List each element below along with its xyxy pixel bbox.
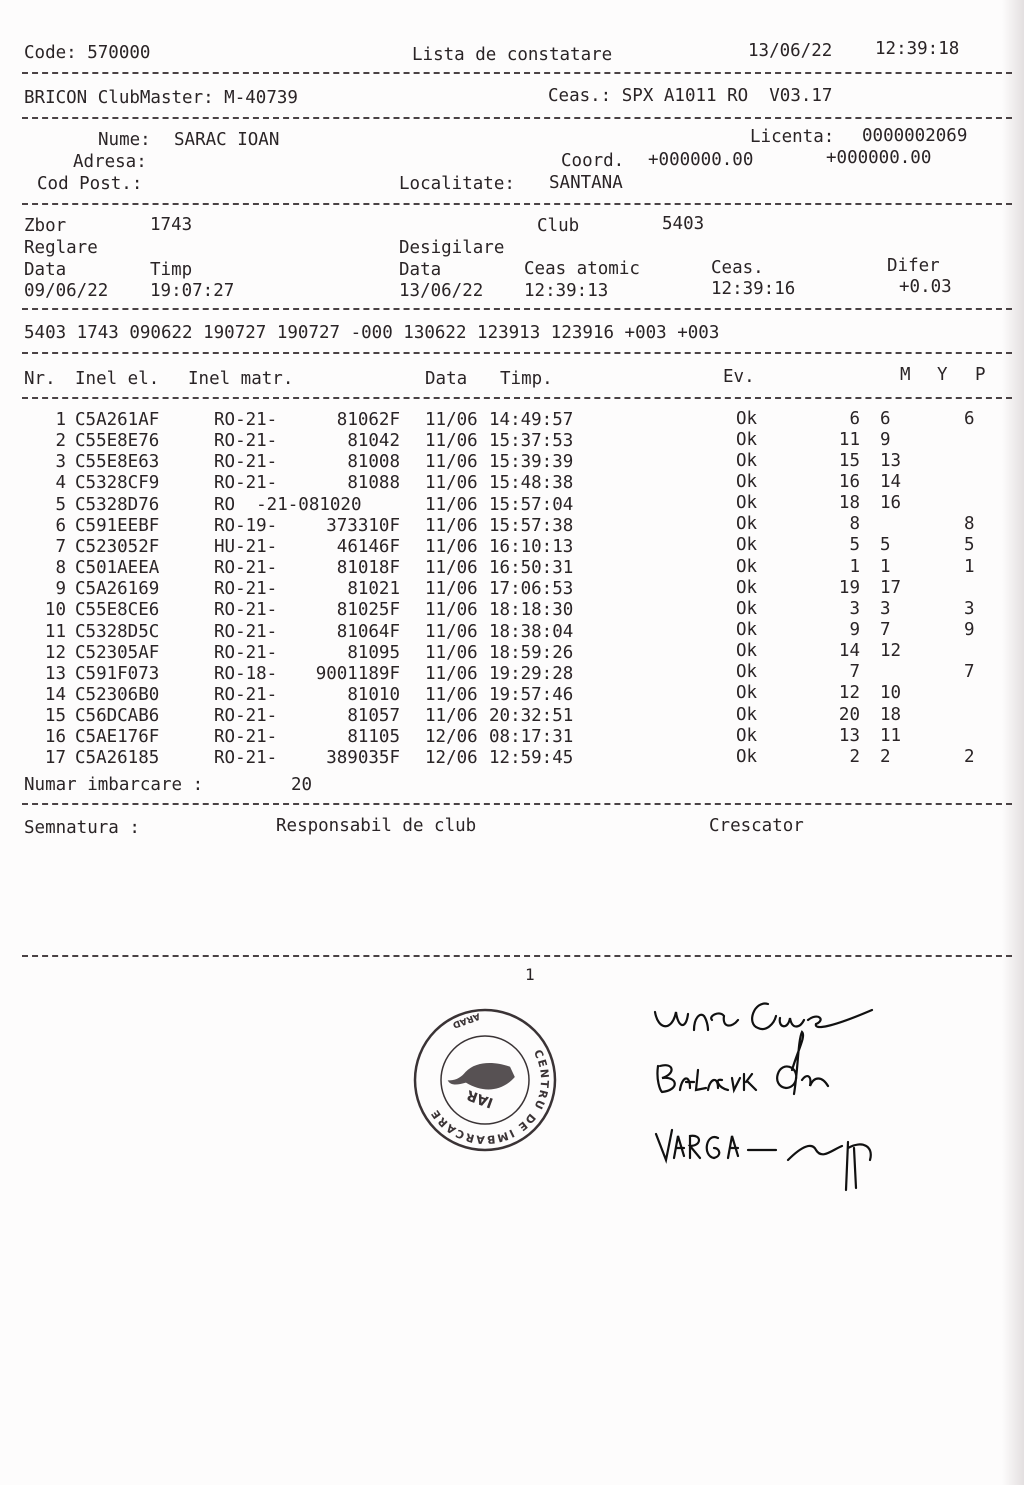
divider	[22, 308, 1012, 310]
cell-m: 7	[849, 662, 860, 683]
cell-ev: Ok	[736, 493, 758, 514]
cell-ev: Ok	[736, 556, 758, 577]
cell-inel-prefix: RO-18-	[214, 663, 278, 684]
cell-y: 14	[880, 471, 902, 492]
cell-date: 11/06	[425, 473, 478, 494]
cell-inel-serial: 81008	[347, 452, 400, 473]
cell-date: 11/06	[425, 558, 478, 579]
col-header-data: Data	[425, 369, 468, 389]
cell-date: 11/06	[425, 410, 478, 430]
cell-time: 12:59:45	[489, 748, 574, 769]
cell-m: 14	[838, 641, 860, 662]
col-header-y: Y	[937, 365, 948, 385]
cell-inel-serial: 373310F	[326, 515, 400, 536]
cell-y: 10	[880, 683, 902, 704]
cell-ev: Ok	[736, 450, 758, 471]
cell-nr: 4	[55, 473, 66, 494]
postal-code-label: Cod Post.:	[37, 174, 143, 194]
setting-time: 19:07:27	[150, 281, 235, 301]
cell-ev: Ok	[736, 408, 758, 429]
cell-inel-prefix: HU-21-	[214, 536, 278, 557]
cell-inel-el: C5328D76	[75, 494, 160, 515]
clock-id: Ceas.: SPX A1011 RO V03.17	[548, 86, 833, 106]
setting-date: 09/06/22	[24, 281, 109, 301]
divider	[22, 803, 1012, 805]
cell-nr: 7	[55, 536, 66, 557]
cell-m: 20	[838, 704, 860, 725]
cell-inel-prefix: RO-21-	[214, 727, 278, 748]
cell-inel-prefix: RO-21-	[214, 684, 278, 705]
cell-p: 8	[964, 514, 975, 535]
cell-inel-prefix: RO-21-	[214, 642, 278, 663]
setting-label: Reglare	[24, 238, 98, 258]
cell-nr: 11	[44, 621, 66, 642]
boarding-count-label: Numar imbarcare :	[24, 775, 204, 795]
cell-ev: Ok	[736, 641, 758, 662]
name-label: Nume:	[98, 130, 151, 150]
cell-inel-prefix: RO-21-	[214, 431, 278, 452]
cell-time: 17:06:53	[489, 579, 574, 600]
locality: SANTANA	[549, 173, 623, 193]
cell-inel-el: C591EEBF	[75, 515, 160, 536]
stamp-center-text: IAR	[464, 1086, 496, 1111]
cell-m: 9	[849, 620, 860, 640]
cell-date: 11/06	[425, 684, 478, 705]
cell-date: 11/06	[425, 536, 478, 557]
document-title: Lista de constatare	[412, 45, 613, 65]
cell-m: 1	[849, 556, 860, 577]
cell-ev: Ok	[736, 725, 758, 746]
cell-inel-serial: 81095	[347, 642, 400, 663]
cell-p: 2	[964, 746, 975, 767]
cell-date: 11/06	[425, 642, 478, 663]
owner-name: SARAC IOAN	[174, 130, 280, 150]
cell-time: 15:39:39	[489, 452, 574, 473]
cell-inel-serial: 81018F	[336, 558, 400, 579]
cell-nr: 17	[44, 748, 66, 769]
cell-ev: Ok	[736, 598, 758, 619]
divider	[22, 955, 1012, 957]
cell-nr: 9	[55, 579, 66, 600]
cell-date: 11/06	[425, 663, 478, 684]
cell-time: 16:10:13	[489, 536, 574, 557]
cell-m: 5	[849, 535, 860, 556]
cell-nr: 15	[44, 706, 66, 727]
cell-inel-serial: 81064F	[336, 621, 400, 642]
cell-ev: Ok	[736, 577, 758, 598]
print-time: 12:39:18	[875, 39, 960, 59]
cell-date: 11/06	[425, 706, 478, 727]
cell-inel-serial: 81088	[347, 473, 400, 494]
atomic-clock-label: Ceas atomic	[524, 259, 640, 279]
cell-inel-el: C501AEEA	[75, 558, 160, 579]
cell-date: 11/06	[425, 494, 478, 515]
cell-date: 11/06	[425, 515, 478, 536]
cell-nr: 14	[44, 684, 66, 705]
cell-date: 12/06	[425, 748, 478, 769]
code-label: Code: 570000	[24, 43, 151, 63]
cell-nr: 12	[44, 642, 66, 663]
cell-inel-prefix: RO-21-	[214, 706, 278, 727]
club-label: Club	[537, 216, 580, 236]
stamp-bottom-text: ARAD	[451, 1010, 482, 1030]
cell-time: 15:57:04	[489, 494, 574, 515]
cell-date: 11/06	[425, 452, 478, 473]
club-number: 5403	[662, 214, 705, 234]
cell-ev: Ok	[736, 514, 758, 535]
cell-p: 3	[964, 598, 975, 619]
cell-m: 12	[838, 683, 860, 704]
divider	[22, 203, 1012, 205]
col-header-timp: Timp.	[500, 369, 553, 389]
boarding-center-stamp	[410, 1005, 560, 1155]
flight-label: Zbor	[24, 216, 67, 236]
cell-inel-serial: 81105	[347, 727, 400, 748]
cell-nr: 16	[44, 727, 66, 748]
cell-m: 19	[838, 577, 860, 598]
cell-ev: Ok	[736, 620, 758, 640]
date-label: Data	[24, 260, 67, 280]
cell-time: 18:18:30	[489, 600, 574, 621]
cell-time: 16:50:31	[489, 558, 574, 579]
cell-inel-el: C5A26169	[75, 579, 160, 600]
coord-y: +000000.00	[826, 148, 932, 168]
page-edge-shadow	[1002, 0, 1024, 1485]
cell-ev: Ok	[736, 429, 758, 450]
cell-m: 8	[849, 514, 860, 535]
cell-m: 6	[849, 408, 860, 429]
locality-label: Localitate:	[399, 174, 515, 194]
cell-inel-el: C5328CF9	[75, 473, 160, 494]
cell-time: 18:38:04	[489, 621, 574, 642]
cell-m: 15	[838, 450, 860, 471]
cell-nr: 2	[55, 431, 66, 452]
cell-inel-serial: 9001189F	[315, 663, 400, 684]
cell-y: 16	[880, 493, 902, 514]
cell-y: 1	[880, 556, 891, 577]
cell-inel-serial: 81021	[347, 579, 400, 600]
cell-inel-prefix: RO-21-	[214, 410, 278, 430]
signature-varga	[652, 1120, 882, 1200]
cell-inel-prefix: RO-21-	[214, 600, 278, 621]
cell-date: 11/06	[425, 579, 478, 600]
stamp-ring-text: CENTRU DE IMBARCARE	[428, 1047, 552, 1147]
address-label: Adresa:	[73, 152, 147, 172]
cell-time: 19:57:46	[489, 684, 574, 705]
cell-inel-el: C55E8E76	[75, 431, 160, 452]
cell-inel-serial: 81010	[347, 684, 400, 705]
cell-y: 12	[880, 641, 902, 662]
cell-time: 14:49:57	[489, 410, 574, 430]
cell-inel-prefix: RO-21-	[214, 621, 278, 642]
club-responsible-label: Responsabil de club	[276, 816, 477, 836]
col-header-nr: Nr.	[24, 369, 56, 389]
cell-m: 2	[849, 746, 860, 767]
cell-nr: 6	[55, 515, 66, 536]
cell-p: 6	[964, 408, 975, 429]
cell-ev: Ok	[736, 704, 758, 725]
clock-label: Ceas.	[711, 258, 764, 278]
cell-inel-prefix: RO-21-	[214, 452, 278, 473]
cell-time: 15:57:38	[489, 515, 574, 536]
cell-p: 1	[964, 556, 975, 577]
cell-time: 15:37:53	[489, 431, 574, 452]
coord-label: Coord.	[561, 151, 625, 171]
cell-nr: 5	[55, 494, 66, 515]
cell-inel-serial: 81057	[347, 706, 400, 727]
cell-p: 9	[964, 620, 975, 640]
cell-date: 11/06	[425, 431, 478, 452]
difference-label: Difer	[887, 256, 940, 276]
unsealing-date: 13/06/22	[399, 281, 484, 301]
boarding-count: 20	[291, 775, 313, 795]
clubmaster-id: BRICON ClubMaster: M-40739	[24, 88, 298, 108]
flight-number: 1743	[150, 215, 193, 235]
cell-inel-el: C5A261AF	[75, 410, 160, 430]
license-number: 0000002069	[862, 126, 968, 146]
cell-y: 7	[880, 620, 891, 640]
cell-inel-prefix: RO-21-	[214, 748, 278, 769]
license-label: Licenta:	[750, 127, 835, 147]
cell-inel-prefix: RO-21-	[214, 473, 278, 494]
cell-p: 7	[964, 662, 975, 683]
cell-time: 20:32:51	[489, 706, 574, 727]
cell-inel-serial: 46146F	[336, 536, 400, 557]
cell-inel-el: C55E8CE6	[75, 600, 160, 621]
time-label: Timp	[150, 260, 193, 280]
cell-time: 08:17:31	[489, 727, 574, 748]
cell-inel-serial: 81042	[347, 431, 400, 452]
col-header-inel-el: Inel el.	[75, 369, 160, 389]
breeder-label: Crescator	[709, 816, 804, 836]
cell-inel-el: C523052F	[75, 536, 160, 557]
cell-inel-el: C56DCAB6	[75, 706, 160, 727]
cell-m: 18	[838, 493, 860, 514]
signature-label: Semnatura :	[24, 818, 140, 838]
cell-inel-serial: 81062F	[336, 410, 400, 430]
clock-difference: +0.03	[899, 277, 952, 297]
cell-inel-el: C5AE176F	[75, 727, 160, 748]
cell-m: 11	[838, 429, 860, 450]
divider	[22, 352, 1012, 354]
cell-ev: Ok	[736, 662, 758, 683]
cell-inel-prefix: RO-19-	[214, 515, 278, 536]
cell-inel-el: C591F073	[75, 663, 160, 684]
cell-ev: Ok	[736, 746, 758, 767]
cell-date: 12/06	[425, 727, 478, 748]
cell-y: 2	[880, 746, 891, 767]
cell-inel-el: C5A26185	[75, 748, 160, 769]
col-header-inel-matr: Inel matr.	[188, 369, 294, 389]
clock-time: 12:39:16	[711, 279, 796, 299]
cell-y: 13	[880, 450, 902, 471]
cell-time: 18:59:26	[489, 642, 574, 663]
cell-date: 11/06	[425, 621, 478, 642]
cell-y: 18	[880, 704, 902, 725]
cell-ev: Ok	[736, 535, 758, 556]
cell-y: 9	[880, 429, 891, 450]
cell-inel-el: C52305AF	[75, 642, 160, 663]
cell-p: 5	[964, 535, 975, 556]
cell-inel-prefix: RO -21-081020	[214, 494, 362, 515]
page-number: 1	[525, 965, 535, 984]
unsealing-label: Desigilare	[399, 238, 505, 258]
divider	[22, 72, 1012, 74]
atomic-clock-time: 12:39:13	[524, 281, 609, 301]
cell-y: 5	[880, 535, 891, 556]
cell-nr: 13	[44, 663, 66, 684]
cell-y: 11	[880, 725, 902, 746]
cell-y: 6	[880, 408, 891, 429]
cell-ev: Ok	[736, 683, 758, 704]
coord-x: +000000.00	[648, 150, 754, 170]
col-header-p: P	[975, 365, 986, 385]
cell-m: 13	[838, 725, 860, 746]
cell-time: 15:48:38	[489, 473, 574, 494]
cell-inel-serial: 389035F	[326, 748, 400, 769]
encoded-line: 5403 1743 090622 190727 190727 -000 130622 123913 123916 +003 +003	[24, 323, 720, 343]
cell-inel-el: C55E8E63	[75, 452, 160, 473]
col-header-ev: Ev.	[723, 367, 755, 387]
date-label-2: Data	[399, 260, 442, 280]
col-header-m: M	[900, 365, 911, 385]
print-date: 13/06/22	[748, 41, 833, 61]
divider	[22, 117, 1012, 119]
cell-inel-prefix: RO-21-	[214, 558, 278, 579]
cell-m: 16	[838, 471, 860, 492]
cell-nr: 10	[44, 600, 66, 621]
cell-nr: 8	[55, 558, 66, 579]
cell-inel-prefix: RO-21-	[214, 579, 278, 600]
cell-y: 17	[880, 577, 902, 598]
cell-date: 11/06	[425, 600, 478, 621]
cell-nr: 3	[55, 452, 66, 473]
cell-m: 3	[849, 598, 860, 619]
cell-y: 3	[880, 598, 891, 619]
divider	[22, 397, 1012, 399]
cell-inel-el: C52306B0	[75, 684, 160, 705]
cell-time: 19:29:28	[489, 663, 574, 684]
cell-inel-serial: 81025F	[336, 600, 400, 621]
cell-ev: Ok	[736, 471, 758, 492]
cell-inel-el: C5328D5C	[75, 621, 160, 642]
cell-nr: 1	[55, 410, 66, 430]
signature-balasuk	[652, 1030, 852, 1100]
